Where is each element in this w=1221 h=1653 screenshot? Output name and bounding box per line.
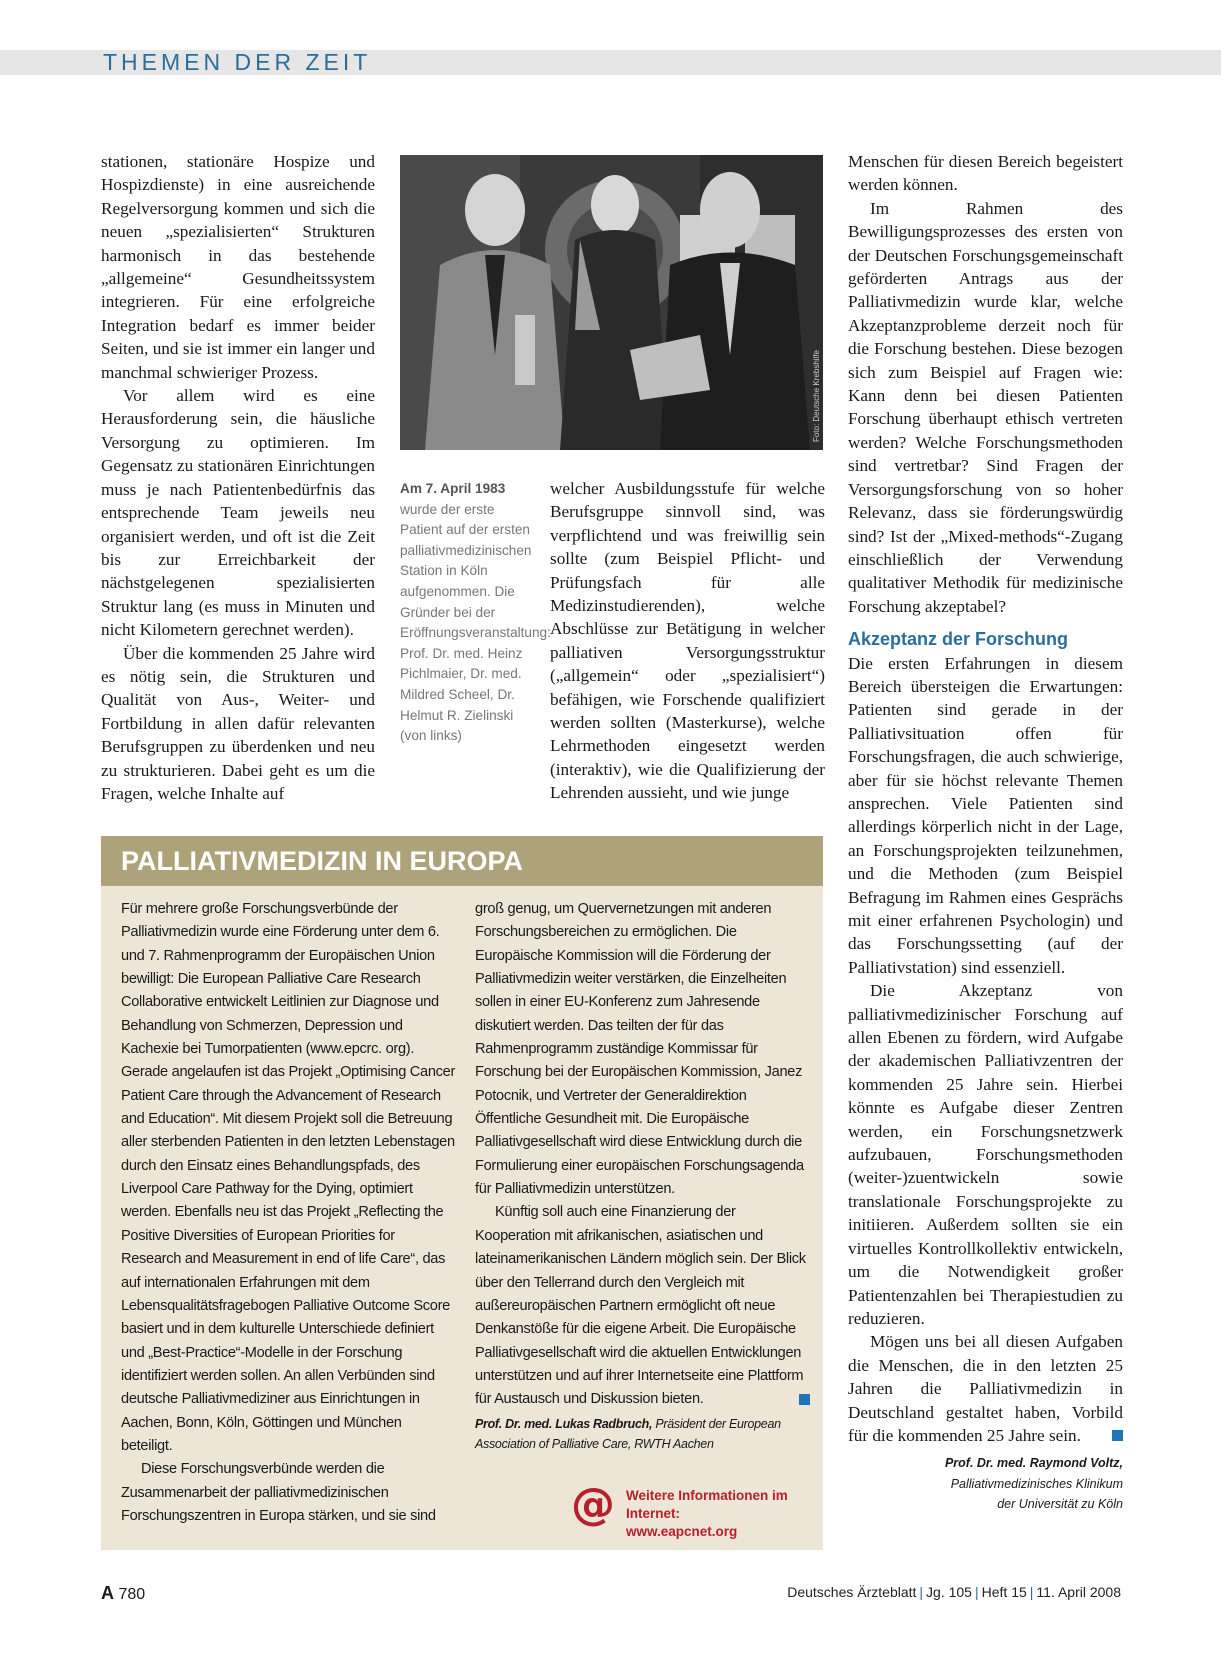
paragraph: Die ersten Erfahrungen in diesem Bereich übersteigen die Erwartungen: Patienten sind gerade in der Palliativsituation offen für Forschungsfragen, die auch schwierige, aber für sie höchst relevante Themen ansprechen. Viele Patienten sind allerdings körperlich nicht in der Lage, an Forschungsprojekten teilzunehmen, und die Methoden (zum Beispiel Befragung im Rahmen eines Gesprächs mit einer erfahrenen Psychologin) und das Forschungssetting (auf der Palliativstation) sind essenziell. (848, 653, 1123, 977)
box-title: PALLIATIVMEDIZIN IN EUROPA (101, 836, 823, 886)
caption-text: wurde der erste Patient auf der ersten palliativmedizinischen Station in Köln aufgenommen. Die Gründer bei der Eröffnungsveranstaltung: Prof. Dr. med. Heinz Pichlmaier, Dr. med. Mildred Scheel, Dr. Helmut R. Zielinski (von links) (400, 501, 551, 744)
author-name: Prof. Dr. med. Raymond Voltz, (944, 1456, 1123, 1471)
box-author-affiliation: Präsident der European Association of Palliative Care, RWTH Aachen (475, 1416, 781, 1451)
paragraph: Über die kommenden 25 Jahre wird es nötig sein, die Strukturen und Qualität von Aus-, Weiter- und Fortbildung in allen dafür relevanten Berufsgruppen zu überdenken und neu zu strukturieren. Dabei geht es um die Fragen, welche Inhalte auf (101, 643, 375, 803)
box-column-1 (121, 898, 456, 1528)
subheading: Akzeptanz der Forschung (848, 629, 1069, 650)
internet-info-text (626, 1487, 831, 1541)
article-column-2 (550, 477, 825, 805)
end-mark-icon (799, 1394, 810, 1405)
paragraph: Für mehrere große Forschungsverbünde der Palliativmedizin wurde eine Förderung unter dem 6. und 7. Rahmenprogramm der Europäischen Union bewilligt: Die European Palliative Care Research Collaborative entwickelt Leitlinien zur Diagnose und Behandlung von Schmerzen, Depression und Kachexie bei Tumorpatienten (www.epcrc. org). Gerade angelaufen ist das Projekt „Optimising Cancer Patient Care through the Advancement of Research and Education“. Mit diesem Projekt soll die Betreuung aller sterbenden Patienten in den letzten Lebenstagen durch den Einsatz eines Behandlungspfads, des Liverpool Care Pathway for the Dying, optimiert werden. Ebenfalls neu ist das Projekt „Reflecting the Positive Diversities of European Priorities for Research and Measurement in end of life Care“, das auf internationalen Erfahrungen mit dem Lebensqualitätsfragebogen Palliative Outcome Score basiert und in dem kulturelle Unterschiede definiert und „Best-Practice“-Modelle in der Forschung identifiziert werden sollen. An allen Verbünden sind deutsche Palliativmediziner aus Einrichtungen in Aachen, Bonn, Köln, Göttingen und München beteiligt. (121, 901, 456, 1454)
journal-issue: Heft 15 (981, 1584, 1027, 1600)
author-affiliation-2: der Universität zu Köln (997, 1496, 1123, 1511)
box-column-2 (475, 898, 810, 1454)
paragraph: stationen, stationäre Hospize und Hospizdienste) in eine ausreichende Regelversorgung kommen und sich die neuen „spezialisierten“ Strukturen harmonisch in das bestehende „allgemeine“ Gesundheitssystem integrieren. Für eine erfolgreiche Integration bedarf es immer beider Seiten, und sie ist immer ein langer und manchmal schwieriger Prozess. (101, 152, 375, 382)
paragraph: Vor allem wird es eine Herausforderung sein, die häusliche Versorgung zu optimieren. Im Gegensatz zu stationären Einrichtungen muss je nach Patientenbedürfnis das entsprechende Team jeweils neu organisiert werden, und oft ist die Zeit bis zur Erreichbarkeit der nächstgelegenen spezialisierten Struktur lang (es muss in Minuten und nicht Kilometern gerechnet werden). (101, 386, 375, 640)
paragraph: Im Rahmen des Bewilligungsprozesses des ersten von der Deutschen Forschungsgemeinschaft geförderten Antrags aus der Palliativmedizin wurde klar, welche Akzeptanzprobleme derzeit noch für die Forschung bestehen. Diese bezogen sich zum Beispiel auf Fragen wie: Kann denn bei diesen Patienten Forschung überhaupt ethisch vertreten werden? Welche Forschungsmethoden sind vertretbar? Sind Fragen der Versorgungsforschung von so hoher Relevanz, dass sie förderungswürdig sind? Ist der „Mixed-methods“-Zugang einschließlich der Verwendung qualitativer Methodik für medizinische Forschung akzeptabel? (848, 198, 1123, 616)
info-box (101, 836, 823, 1550)
paragraph-text: Künftig soll auch eine Finanzierung der Kooperation mit afrikanischen, asiatischen und lateinamerikanischen Ländern möglich sein. Der Blick über den Tellerrand durch den Vergleich mit außereuropäischen Partnern ermöglicht oft neue Denkanstöße für die eigene Arbeit. Die Europäische Palliativgesellschaft wird die aktuellen Entwicklungen unterstützen und auf ihrer Internetseite eine Plattform für Austausch und Diskussion bieten. (475, 1204, 806, 1408)
box-signature (475, 1414, 810, 1455)
journal-footer (787, 1584, 1121, 1600)
internet-label: Weitere Informationen im Internet: (626, 1488, 788, 1521)
paragraph: Die Akzeptanz von palliativmedizinischer Forschung auf allen Ebenen zu fördern, wird Aufgabe der akademischen Palliativzentren der kommenden 25 Jahre sein. Hierbei könnte es Aufgabe dieser Zentren werden, ein Forschungsnetzwerk aufzubauen, Forschungsmethoden (weiter-)zuentwickeln sowie translationale Forschungsprojekte zu initiieren. Außerdem sollten sie ein virtuelles Kontrollkollektiv entwickeln, um die Notwendigkeit großer Patientenzahlen bei Therapiestudien zu reduzieren. (848, 981, 1123, 1328)
photo-illustration (400, 155, 823, 450)
journal-name: Deutsches Ärzteblatt (787, 1584, 917, 1600)
end-mark-icon (1112, 1430, 1123, 1441)
paragraph-text: Mögen uns bei all diesen Aufgaben die Menschen, die in den letzten 25 Jahren die Palliativmedizin in Deutschland gestaltet haben, Vorbild für die kommenden 25 Jahre sein. (848, 1332, 1123, 1445)
paragraph: Menschen für diesen Bereich begeistert werden können. (848, 152, 1123, 195)
paragraph (848, 1330, 1123, 1447)
article-column-3 (848, 150, 1123, 1514)
separator: | (974, 1584, 979, 1600)
article-column-1 (101, 150, 375, 805)
separator: | (1029, 1584, 1034, 1600)
caption-lead: Am 7. April 1983 (400, 481, 506, 496)
page-number (101, 1583, 145, 1604)
author-signature (848, 1453, 1123, 1514)
journal-date: 11. April 2008 (1036, 1584, 1121, 1600)
internet-info (571, 1479, 831, 1539)
at-sign-icon: @ (571, 1479, 615, 1530)
page-number-value: 780 (118, 1586, 146, 1603)
separator: | (919, 1584, 924, 1600)
photo-caption (400, 479, 551, 747)
paragraph (475, 1201, 810, 1411)
journal-volume: Jg. 105 (926, 1584, 972, 1600)
box-author-name: Prof. Dr. med. Lukas Radbruch, (475, 1416, 653, 1431)
internet-url[interactable]: www.eapcnet.org (626, 1524, 738, 1539)
historical-photo (400, 155, 823, 450)
photo-credit: Foto: Deutsche Krebshilfe (812, 349, 821, 442)
paragraph: Diese Forschungsverbünde werden die Zusammenarbeit der palliativmedizinischen Forschungszentren in Europa stärken, und sie sind (121, 1461, 436, 1524)
page-prefix: A (101, 1583, 114, 1603)
section-label: THEMEN DER ZEIT (103, 49, 372, 75)
paragraph: welcher Ausbildungsstufe für welche Berufsgruppe sinnvoll sind, was verpflichtend und was freiwillig sein sollte (zum Beispiel Pflicht- und Prüfungsfach für alle Medizinstudierenden), welche Abschlüsse zur Betätigung in welcher palliativen Versorgungsstruktur („allgemein“ oder „spezialisiert“) befähigen, wie Forschende qualifiziert werden sollten (Masterkurse), welche Lehrmethoden eingesetzt werden (interaktiv), wie die Qualifizierung der Lehrenden aussieht, und wie junge (550, 479, 825, 803)
author-affiliation-1: Palliativmedizinisches Klinikum (950, 1476, 1123, 1491)
paragraph: groß genug, um Quervernetzungen mit anderen Forschungsbereichen zu ermöglichen. Die Europäische Kommission will die Förderung der Palliativmedizin weiter verstärken, die Einzelheiten sollen in einer EU-Konferenz zum Jahresende diskutiert werden. Das teilten der für das Rahmenprogramm zuständige Kommissar für Forschung bei der Europäischen Kommission, Janez Potocnik, und Vertreter der Generaldirektion Öffentliche Gesundheit mit. Die Europäische Palliativgesellschaft wird diese Entwicklung durch die Formulierung einer europäischen Forschungsagenda für Palliativmedizin unterstützen. (475, 901, 804, 1198)
